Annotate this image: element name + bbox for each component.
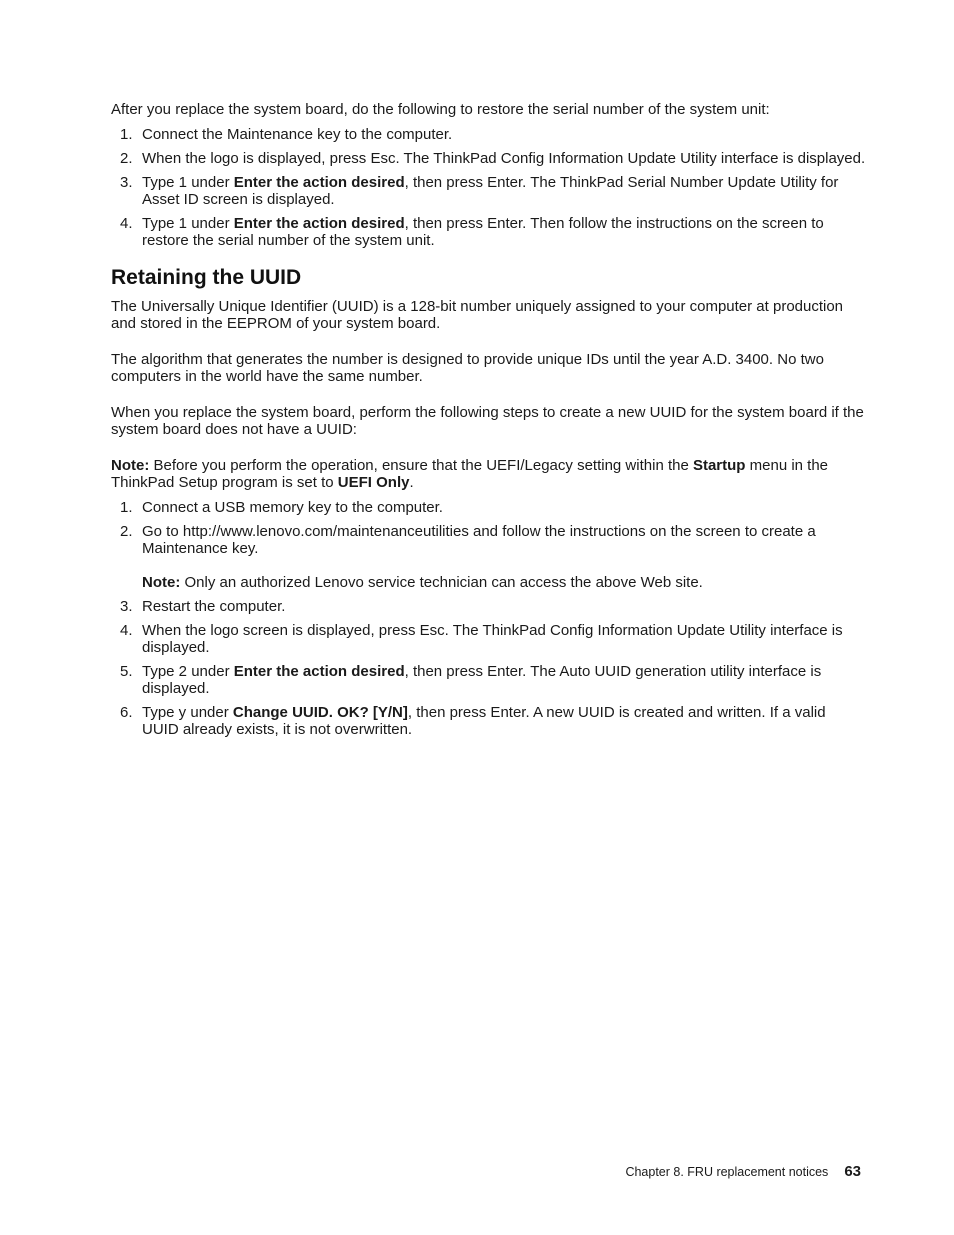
list-item: 4. When the logo screen is displayed, press Esc. The ThinkPad Config Information Update Utility interface is displayed. xyxy=(120,622,843,656)
note-paragraph: Note: Before you perform the operation, ensure that the UEFI/Legacy setting within the Startup menu in the ThinkPad Setup program is set to UEFI Only. xyxy=(111,457,829,491)
intro-paragraph: After you replace the system board, do the following to restore the serial number of the system unit: xyxy=(111,101,770,118)
ui-term: Enter the action desired xyxy=(233,215,405,232)
step-number: 6. xyxy=(120,704,133,721)
ui-term: Enter the action desired xyxy=(233,174,405,191)
list-item: 6. Type y under Change UUID. OK? [Y/N], then press Enter. A new UUID is created and written. If a valid UUID already exists, it is not overwritten. xyxy=(120,704,826,738)
step-number: 2. xyxy=(120,150,133,167)
step-number: 1. xyxy=(120,499,133,516)
list-item: 5. Type 2 under Enter the action desired, then press Enter. The Auto UUID generation utility interface is displayed. xyxy=(120,663,822,697)
step-number: 2. xyxy=(120,523,133,540)
list-item: 2. When the logo is displayed, press Esc. The ThinkPad Config Information Update Utility interface is displayed. xyxy=(120,150,866,167)
chapter-title: Chapter 8. FRU replacement notices xyxy=(625,1165,829,1179)
uuid-replace-paragraph: When you replace the system board, perform the following steps to create a new UUID for the system board if the system board does not have a UUID: xyxy=(111,404,864,438)
step-number: 4. xyxy=(120,215,133,232)
list-item: 1. Connect the Maintenance key to the computer. xyxy=(120,126,453,143)
page-footer xyxy=(625,1163,861,1181)
step-number: 3. xyxy=(120,174,133,191)
page-number: 63 xyxy=(844,1163,861,1180)
ui-term: Enter the action desired xyxy=(233,663,405,680)
list-item: 3. Restart the computer. xyxy=(120,598,286,615)
serial-restore-steps xyxy=(111,126,866,249)
list-item: 1. Connect a USB memory key to the computer. xyxy=(120,499,443,516)
ui-term: Startup xyxy=(692,457,746,474)
step-number: 5. xyxy=(120,663,133,680)
document-page xyxy=(111,101,866,745)
ui-term: Change UUID. OK? [Y/N] xyxy=(232,704,408,721)
list-item: 2. Go to http://www.lenovo.com/maintenanceutilities and follow the instructions on the screen to create a Maintenance key. Note: Only an authorized Lenovo service technician can access the above Web site. xyxy=(111,523,866,591)
uuid-algorithm-paragraph: The algorithm that generates the number is designed to provide unique IDs until the year A.D. 3400. No two computers in the world have the same number. xyxy=(111,351,824,385)
step-number: 1. xyxy=(120,126,133,143)
uuid-steps xyxy=(111,499,866,738)
note-label: Note: xyxy=(142,574,181,591)
section-heading: Retaining the UUID xyxy=(111,266,302,289)
note-label: Note: xyxy=(111,457,150,474)
step-number: 4. xyxy=(120,622,133,639)
ui-term: UEFI Only xyxy=(337,474,410,491)
list-item: 4. Type 1 under Enter the action desired, then press Enter. Then follow the instructions on the screen to restore the serial number of the system unit. xyxy=(120,215,824,249)
step-note: Note: Only an authorized Lenovo service technician can access the above Web site. xyxy=(142,574,703,591)
uuid-definition-paragraph: The Universally Unique Identifier (UUID) is a 128-bit number uniquely assigned to your computer at production and stored in the EEPROM of your system board. xyxy=(111,298,844,332)
list-item: 3. Type 1 under Enter the action desired, then press Enter. The ThinkPad Serial Number Update Utility for Asset ID screen is displayed. xyxy=(120,174,839,208)
step-number: 3. xyxy=(120,598,133,615)
